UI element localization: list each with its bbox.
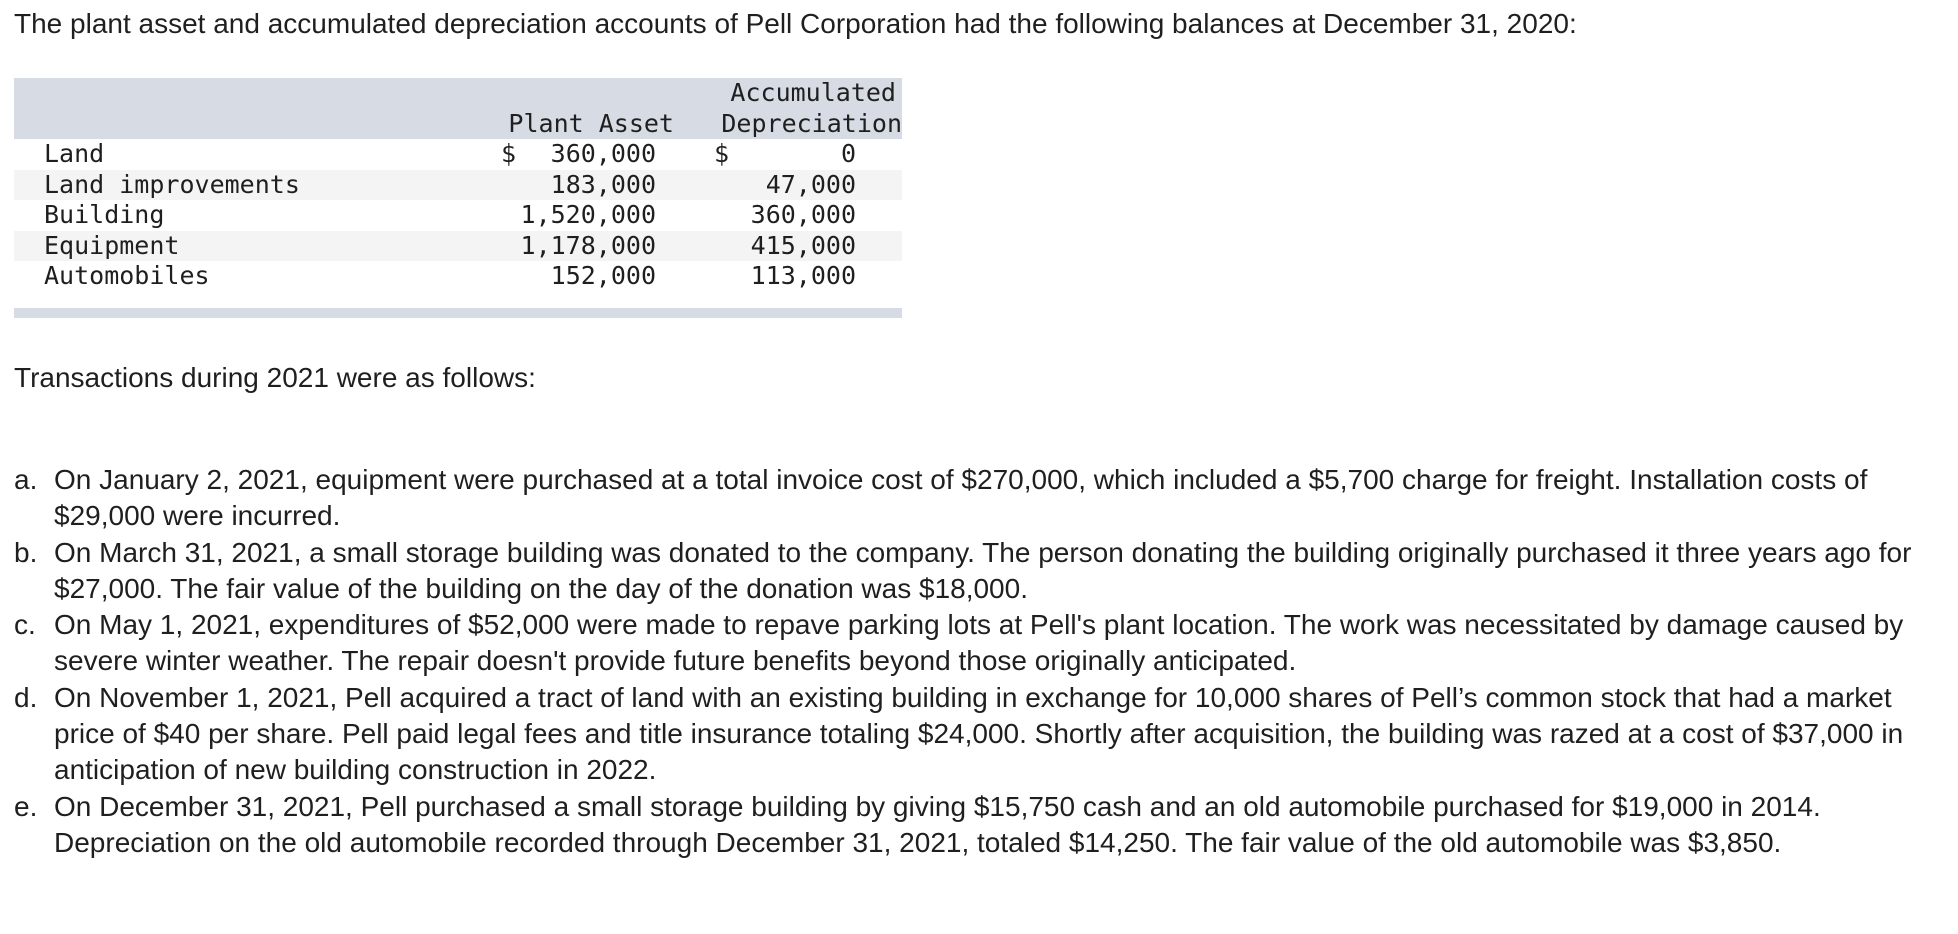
table-header xyxy=(14,78,902,139)
table-row xyxy=(14,231,902,262)
accumulated-value: 360,000 xyxy=(750,200,856,229)
item-letter: a. xyxy=(14,464,38,495)
plant-asset-value: 360,000 xyxy=(550,139,656,168)
header-depreciation: Depreciation xyxy=(721,108,902,138)
accumulated-currency-symbol: $ xyxy=(714,139,730,168)
table-row xyxy=(14,261,902,292)
accumulated-value: 415,000 xyxy=(750,230,856,260)
list-item xyxy=(14,607,1944,680)
table-row xyxy=(14,170,902,201)
item-text: On November 1, 2021, Pell acquired a tract of land with an existing building in exchange for 10,000 shares of Pell’s common stock that had a market price of $40 per share. Pell paid legal fees and title insurance totaling $24,000. Shortly after acquisition, the building was razed at a cost of $37,000 in anticipation of new building construction in 2022. xyxy=(54,681,1904,786)
list-item xyxy=(14,462,1944,535)
table-footer-bar xyxy=(14,308,902,318)
accumulated-value: 113,000 xyxy=(750,261,856,290)
header-plant-asset: Plant Asset xyxy=(508,108,674,138)
plant-asset-value: 1,178,000 xyxy=(520,230,656,260)
transactions-heading: Transactions during 2021 were as follows: xyxy=(14,362,536,393)
item-text: On January 2, 2021, equipment were purchased at a total invoice cost of $270,000, which included a $5,700 charge for freight. Installation costs of $29,000 were incurred. xyxy=(54,464,1868,532)
item-letter: d. xyxy=(14,681,38,713)
item-text: On May 1, 2021, expenditures of $52,000 were made to repave parking lots at Pell's plant location. The work was necessitated by damage caused by severe winter weather. The repair doesn't provide future benefits beyond those originally anticipated. xyxy=(54,609,1904,677)
row-label: Building xyxy=(44,200,165,229)
row-label: Automobiles xyxy=(44,261,210,290)
intro-text: The plant asset and accumulated depreciation accounts of Pell Corporation had the following balances at December 31, 2020: xyxy=(14,8,1577,39)
row-label: Equipment xyxy=(44,230,180,260)
item-letter: b. xyxy=(14,536,38,568)
list-item xyxy=(14,535,1944,608)
list-item xyxy=(14,789,1944,862)
header-accumulated: Accumulated xyxy=(730,78,896,107)
item-letter: c. xyxy=(14,609,36,641)
item-letter: e. xyxy=(14,790,38,822)
plant-asset-value: 183,000 xyxy=(550,169,656,199)
transactions-list xyxy=(14,462,1944,861)
plant-currency-symbol: $ xyxy=(501,139,517,168)
item-text: On December 31, 2021, Pell purchased a small storage building by giving $15,750 cash and an old automobile purchased for $19,000 in 2014. Depreciation on the old automobile recorded through December 31, 2021, totaled $14,250. The fair value of the old automobile was $3,850. xyxy=(54,790,1821,858)
row-label: Land xyxy=(44,139,105,168)
row-label: Land improvements xyxy=(44,169,300,199)
accumulated-value: 47,000 xyxy=(765,169,856,199)
table-row xyxy=(14,200,902,231)
plant-asset-value: 1,520,000 xyxy=(520,200,656,229)
balances-table xyxy=(14,78,902,318)
list-item xyxy=(14,680,1944,789)
accumulated-value: 0 xyxy=(840,139,856,168)
item-text: On March 31, 2021, a small storage building was donated to the company. The person donating the building originally purchased it three years ago for $27,000. The fair value of the building on the day of the donation was $18,000. xyxy=(54,536,1912,604)
table-row xyxy=(14,139,902,170)
plant-asset-value: 152,000 xyxy=(550,261,656,290)
